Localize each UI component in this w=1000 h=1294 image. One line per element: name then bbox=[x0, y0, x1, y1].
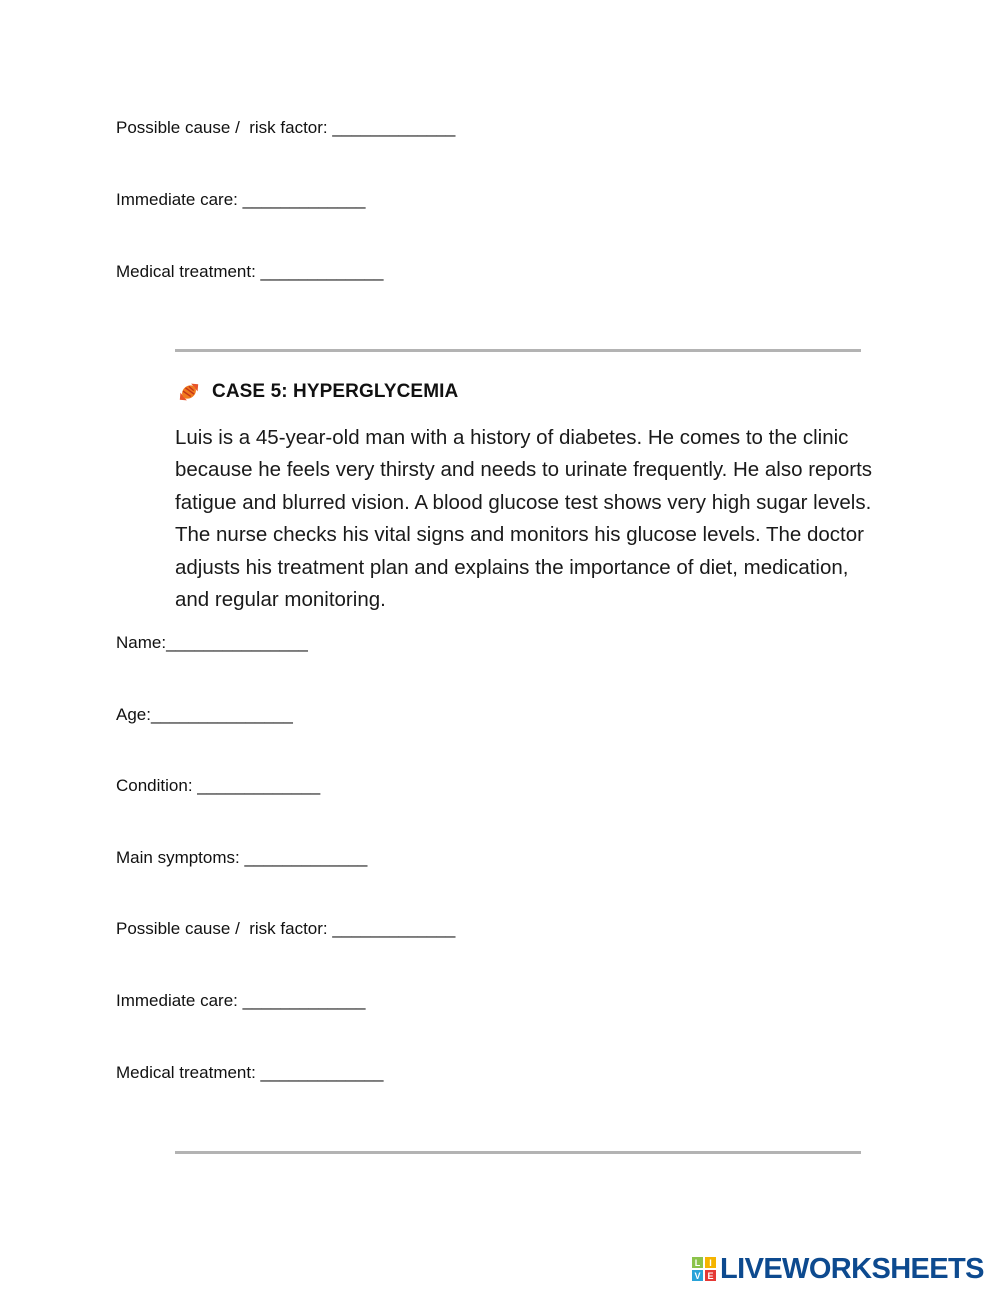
candy-icon bbox=[176, 379, 202, 405]
svg-text:L: L bbox=[694, 1258, 701, 1268]
liveworksheets-branding bbox=[692, 1253, 984, 1285]
case-description: Luis is a 45-year-old man with a history of diabetes. He comes to the clinic because he feels very thirsty and needs to urinate frequently. He also reports fatigue and blurred vision. A blood glucose test shows very high sugar levels. The nurse checks his vital signs and monitors his glucose levels. The doctor adjusts his treatment plan and explains the importance of diet, medication, and regular monitoring. bbox=[175, 426, 873, 612]
liveworksheets-logo-icon bbox=[692, 1257, 716, 1281]
liveworksheets-wordmark: LIVEWORKSHEETS bbox=[720, 1253, 984, 1285]
case-title: CASE 5: HYPERGLYCEMIA bbox=[212, 381, 459, 402]
svg-text:I: I bbox=[709, 1258, 712, 1268]
field-age: Age:_______________ bbox=[116, 705, 293, 724]
field-condition: Condition: _____________ bbox=[116, 776, 321, 795]
field-medical-treatment-top: Medical treatment: _____________ bbox=[116, 262, 384, 281]
section-divider-bottom bbox=[175, 1151, 861, 1154]
field-possible-cause: Possible cause / risk factor: _____________ bbox=[116, 919, 456, 938]
svg-text:V: V bbox=[694, 1271, 701, 1281]
field-immediate-care-top: Immediate care: _____________ bbox=[116, 190, 366, 209]
svg-text:E: E bbox=[707, 1271, 714, 1281]
field-main-symptoms: Main symptoms: _____________ bbox=[116, 848, 368, 867]
field-immediate-care: Immediate care: _____________ bbox=[116, 991, 366, 1010]
field-name: Name:_______________ bbox=[116, 633, 308, 652]
case-heading bbox=[176, 378, 458, 406]
field-medical-treatment: Medical treatment: _____________ bbox=[116, 1063, 384, 1082]
field-possible-cause-top: Possible cause / risk factor: _____________ bbox=[116, 118, 456, 137]
section-divider-top bbox=[175, 349, 861, 352]
